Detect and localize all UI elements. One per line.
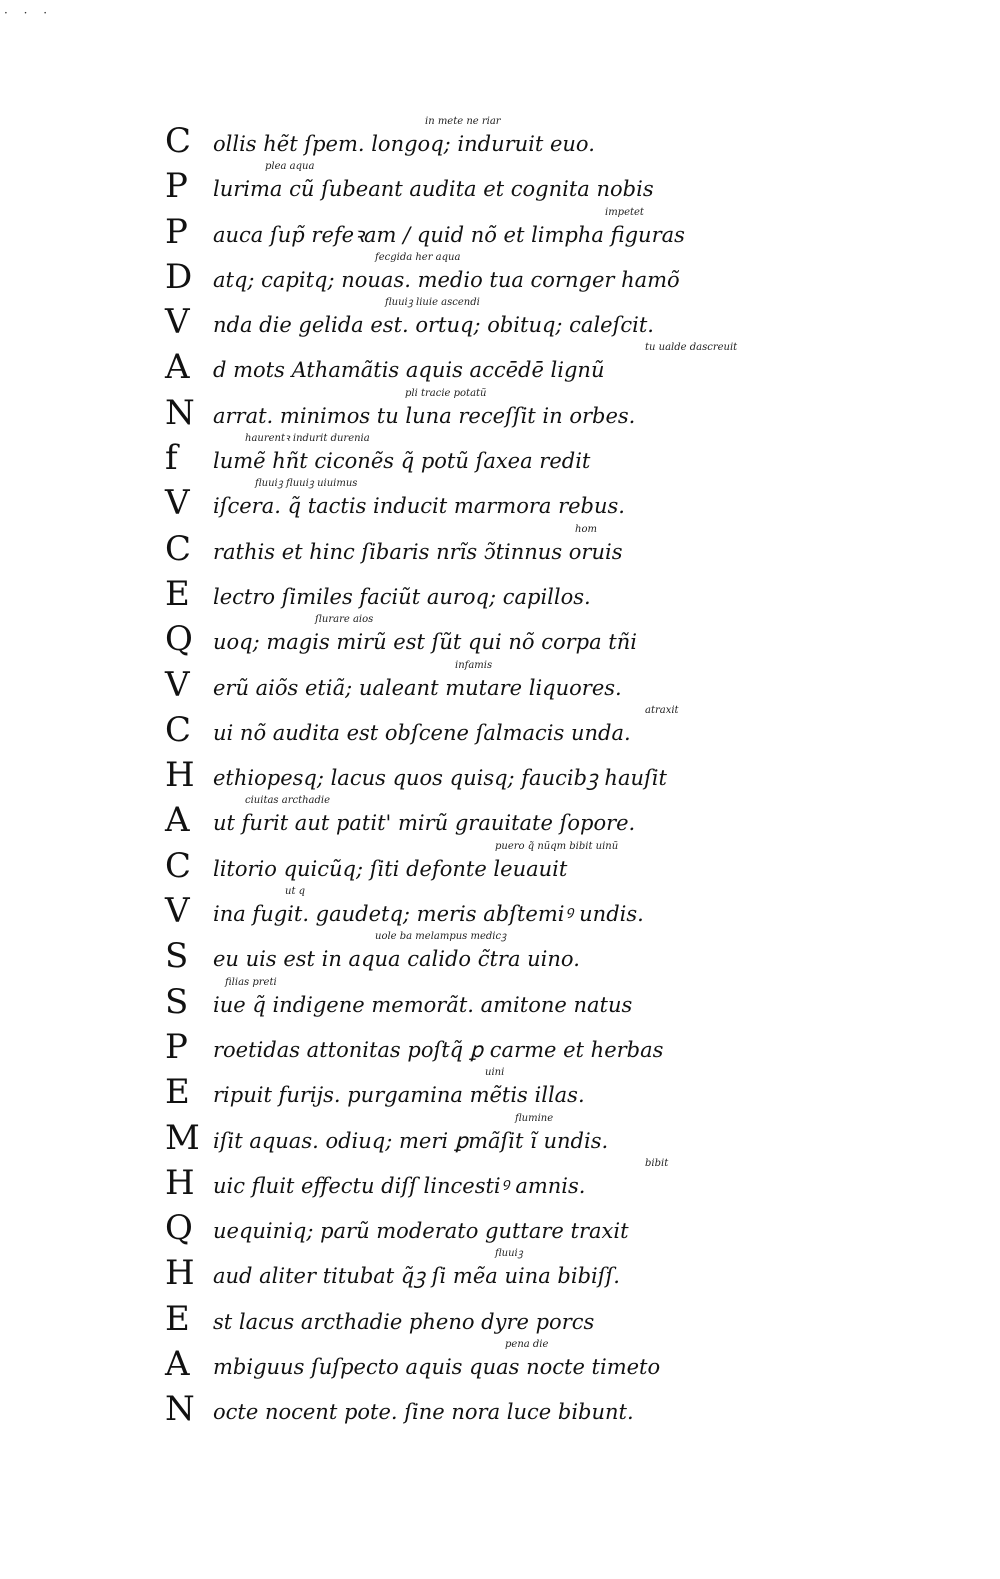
verse-text: lurima cũ ſubeant audita et cognita nobis (213, 177, 654, 202)
verse-text: iſit aquas. odiuq; meri ꝑmãſit ĩ undis. (213, 1128, 609, 1153)
verse-line (165, 976, 725, 1024)
verse-initial: E (165, 1298, 190, 1339)
verse-text: iſcera. q̃ tactis inducit marmora rebus. (213, 494, 625, 519)
interlinear-gloss: ciuitas arcthadie (245, 795, 331, 807)
verse-initial: A (165, 347, 190, 388)
interlinear-gloss: tu ualde dascreuit (645, 342, 738, 354)
verse-initial: A (165, 800, 190, 841)
verse-text: ethiopesq; lacus quos quisq; faucibꝫ hauſit (213, 766, 667, 791)
verse-line (165, 571, 725, 616)
verse-text: atq; capitq; nouas. medio tua cornger hamõ (213, 267, 680, 292)
verse-line (165, 435, 725, 480)
verse-line (165, 616, 725, 661)
verse-initial: P (165, 1026, 188, 1067)
interlinear-gloss: atraxit (645, 704, 679, 716)
verse-initial: V (165, 664, 190, 705)
interlinear-gloss: plea aqua (265, 161, 315, 173)
verse-line (165, 387, 725, 435)
interlinear-gloss: fluuiꝫ liuie ascendi (385, 297, 480, 309)
interlinear-gloss: uini (485, 1067, 505, 1079)
verse-text: roetidas attonitas poſtq̃ ꝑ carme et herbas (213, 1037, 664, 1062)
interlinear-gloss: impetet (605, 206, 644, 218)
verse-text: rathis et hinc ſibaris nrĩs ↄ̃tinnus oruis (213, 539, 623, 564)
interlinear-gloss: fluuiꝫ (495, 1248, 523, 1260)
interlinear-gloss: haurentꝛ indurit durenia (245, 433, 370, 445)
verse-text: arrat. minimos tu luna receſſit in orbes. (213, 403, 636, 428)
verse-initial: C (165, 528, 192, 569)
verse-initial: Q (165, 619, 193, 660)
verse-line (165, 840, 725, 888)
verse-list (165, 116, 738, 1432)
interlinear-gloss: pena die (505, 1339, 549, 1351)
verse-text: uic fluit effectu diſſ lincestiꝰ amnis. (213, 1173, 586, 1198)
interlinear-gloss: filias preti (225, 976, 277, 988)
verse-line (165, 1205, 725, 1250)
verse-initial: M (165, 1117, 200, 1158)
verse-text: iue q̃ indigene memorãt. amitone natus (213, 992, 633, 1017)
verse-line (165, 1024, 725, 1069)
corner-marks: · · · (4, 6, 54, 20)
verse-initial: V (165, 483, 190, 524)
verse-line (165, 251, 725, 299)
verse-initial: C (165, 845, 192, 886)
verse-text: uequiniq; parũ moderato guttare traxit (213, 1219, 629, 1244)
verse-line (165, 1069, 725, 1114)
verse-text: litorio quicũq; ſiti defonte leuauit (213, 856, 568, 881)
verse-line (165, 888, 725, 933)
verse-text: ina fugit. gaudetq; meris abſtemiꝰ undis. (213, 902, 644, 927)
verse-text: st lacus arcthadie pheno dyre porcs (213, 1309, 595, 1334)
verse-line (165, 1386, 725, 1431)
verse-initial: V (165, 302, 190, 343)
verse-text: ollis hẽt ſpem. longoq; induruit euo. (213, 132, 595, 156)
verse-text: lumẽ hñt ciconẽs q̃ potũ ſaxea redit (213, 449, 591, 474)
verse-line (165, 752, 725, 797)
interlinear-gloss: uole ba melampus medicꝫ (375, 931, 507, 943)
interlinear-gloss: puero q̃ nũqm bibit uinũ (495, 840, 619, 852)
verse-text: d mots Athamãtis aquis accēdē lignũ (213, 358, 605, 383)
verse-line (165, 342, 738, 389)
verse-initial: S (165, 936, 189, 977)
verse-initial: A (165, 1344, 190, 1385)
verse-initial: H (165, 755, 195, 796)
interlinear-gloss: ſlurare aios (315, 614, 374, 626)
verse-initial: E (165, 1072, 190, 1113)
verse-line (165, 206, 725, 254)
verse-text: uoq; magis mirũ est ſũt qui nõ corpa tñi (213, 630, 637, 655)
verse-initial: S (165, 981, 189, 1022)
interlinear-gloss: fecgida her aqua (375, 251, 461, 263)
interlinear-gloss: bibit (645, 1157, 669, 1169)
verse-line (165, 1341, 725, 1386)
verse-line (165, 1112, 725, 1160)
verse-initial: N (165, 392, 195, 433)
verse-text: auca ſup̃ refeꝛam / quid nõ et limpha figuras (213, 222, 685, 247)
interlinear-gloss: ut q (285, 886, 306, 898)
interlinear-gloss: pli tracie potatũ (405, 387, 487, 399)
verse-initial: Q (165, 1208, 193, 1249)
verse-line (165, 299, 725, 344)
verse-text: erũ aiõs etiã; ualeant mutare liquores. (213, 675, 622, 700)
verse-text: aud aliter titubat q̃ꝫ ſi mẽa uina bibiſſ. (213, 1264, 620, 1289)
verse-line (165, 1157, 725, 1205)
interlinear-gloss: infamis (455, 659, 493, 671)
verse-line (165, 1296, 725, 1341)
verse-initial: C (165, 709, 192, 750)
verse-text: mbiguus ſuſpecto aquis quas nocte timeto (213, 1355, 661, 1380)
verse-line (165, 659, 725, 707)
verse-line (165, 523, 725, 571)
verse-initial: N (165, 1389, 195, 1430)
verse-initial: f (165, 438, 178, 479)
verse-initial: P (165, 166, 188, 207)
verse-line (165, 118, 725, 163)
verse-text: ui nõ audita est obſcene ſalmacis unda. (213, 720, 631, 745)
interlinear-gloss: in mete ne riar (425, 116, 501, 127)
verse-line (165, 704, 725, 752)
verse-initial: H (165, 1162, 195, 1203)
interlinear-gloss: fluuiꝫ fluuiꝫ uiuimus (255, 478, 358, 490)
verse-text: octe nocent pote. ſine nora luce bibunt. (213, 1400, 634, 1425)
verse-text: eu uis est in aqua calido c̃tra uino. (213, 947, 580, 972)
verse-initial: V (165, 891, 190, 932)
verse-initial: D (165, 256, 193, 297)
verse-text: ut furit aut patit' mirũ grauitate ſopore. (213, 811, 636, 836)
verse-line (165, 933, 725, 978)
verse-initial: P (165, 211, 188, 252)
interlinear-gloss: flumine (515, 1112, 554, 1124)
verse-line (165, 1250, 725, 1295)
verse-line (165, 480, 725, 525)
verse-text: ripuit furijs. purgamina mẽtis illas. (213, 1083, 585, 1108)
interlinear-gloss: hom (575, 523, 597, 535)
verse-line (165, 797, 725, 842)
verse-text: lectro ſimiles faciũt auroq; capillos. (213, 584, 591, 609)
verse-line (165, 163, 725, 208)
verse-initial: C (165, 121, 192, 161)
verse-initial: E (165, 573, 190, 614)
verse-initial: H (165, 1253, 195, 1294)
verse-text: nda die gelida est. ortuq; obituq; caleſcit. (213, 313, 654, 338)
